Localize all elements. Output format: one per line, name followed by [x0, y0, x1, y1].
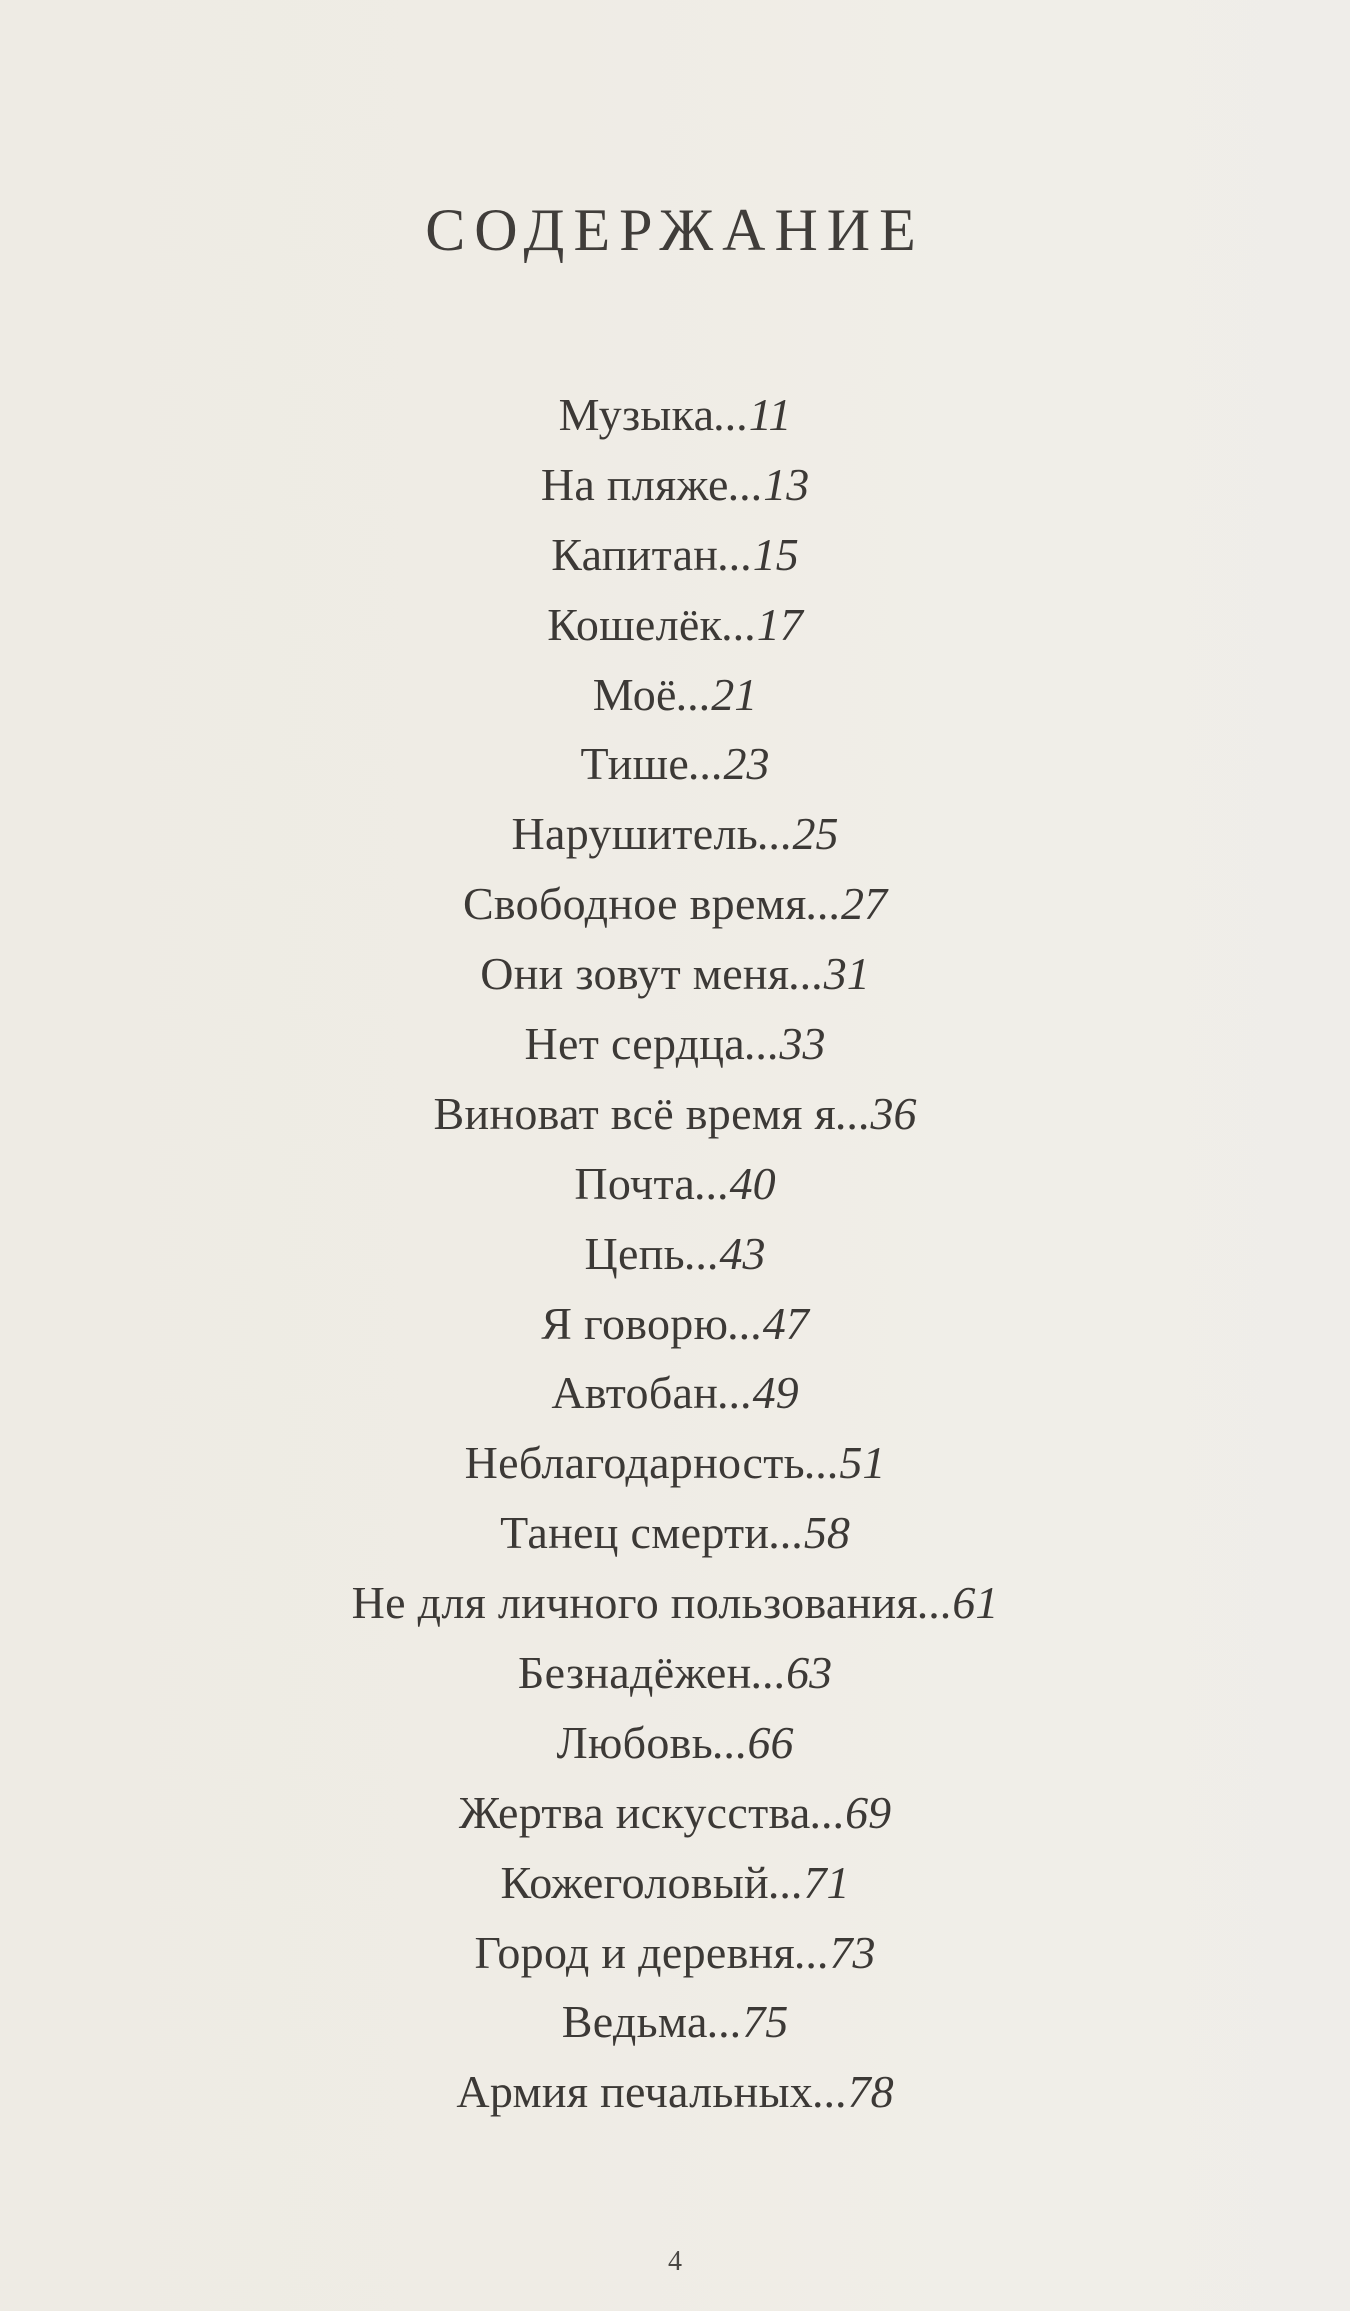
page-number: 4 [668, 2246, 682, 2277]
toc-entry-title: Цепь [584, 1227, 685, 1279]
toc-entry [0, 660, 1350, 730]
toc-entry-page: ...73 [794, 1926, 876, 1978]
toc-entry [0, 1149, 1350, 1219]
toc-entry-title: Не для личного пользования [351, 1577, 918, 1629]
toc-entry-title: Моё [592, 668, 677, 720]
toc-entry-title: Кошелёк [547, 598, 723, 650]
toc-entry [0, 1219, 1350, 1289]
toc-entry-page: ...33 [744, 1018, 826, 1070]
toc-entry-page: ...61 [917, 1577, 999, 1629]
toc-entry-page: ...31 [789, 948, 870, 1000]
toc-entry [0, 590, 1350, 660]
toc-entry-page: ...17 [722, 598, 803, 650]
toc-entry-page: ...71 [768, 1856, 850, 1908]
toc-entry-title: Нарушитель [511, 808, 759, 860]
toc-entry-page: ...40 [695, 1157, 776, 1209]
toc-entry-title: Музыка [558, 389, 715, 440]
toc-entry [0, 1778, 1350, 1848]
toc-entry-page: ...21 [676, 668, 758, 720]
toc-entry [0, 1918, 1350, 1988]
toc-entry-page: ...69 [810, 1786, 892, 1838]
toc-entry-page: ...66 [712, 1716, 794, 1768]
toc-entry-title: Кожеголовый [500, 1856, 769, 1908]
toc-entry [0, 1638, 1350, 1708]
toc-entry-page: ...49 [718, 1367, 799, 1419]
toc-entry [0, 450, 1350, 520]
toc-entry [0, 1358, 1350, 1428]
toc-entry-page: ...78 [813, 2066, 894, 2118]
toc-entry-title: Тише [580, 738, 690, 790]
toc-entry-page: ...11 [714, 389, 792, 440]
toc-entry-page: ...25 [758, 808, 839, 860]
toc-entry-title: Почта [574, 1157, 696, 1209]
toc-entry-title: Автобан [551, 1367, 719, 1419]
toc-entry [0, 1428, 1350, 1498]
table-of-contents [0, 380, 1350, 2127]
toc-entry-title: На пляже [540, 458, 729, 510]
toc-entry-page: ...63 [751, 1647, 833, 1699]
toc-entry [0, 869, 1350, 939]
toc-entry [0, 1568, 1350, 1638]
toc-entry [0, 1987, 1350, 2057]
toc-entry [0, 1498, 1350, 1568]
toc-entry [0, 1848, 1350, 1918]
toc-entry-page: ...23 [689, 738, 770, 790]
toc-entry-page: ...13 [728, 458, 810, 510]
toc-entry-title: Танец смерти [500, 1507, 770, 1559]
toc-entry [0, 1708, 1350, 1778]
toc-entry-page: ...51 [804, 1437, 886, 1489]
toc-entry [0, 1289, 1350, 1359]
page-title: СОДЕРЖАНИЕ [425, 197, 925, 263]
toc-entry-title: Безнадёжен [517, 1647, 752, 1699]
toc-entry-title: Они зовут меня [480, 948, 790, 1000]
toc-entry-title: Любовь [556, 1716, 713, 1768]
toc-entry [0, 799, 1350, 869]
toc-entry-title: Ведьма [561, 1996, 708, 2048]
toc-entry-page: ...36 [835, 1087, 917, 1139]
toc-entry-title: Я говорю [541, 1297, 729, 1349]
toc-entry [0, 939, 1350, 1009]
toc-entry-page: ...15 [718, 528, 799, 580]
toc-entry-page: ...43 [684, 1227, 766, 1279]
toc-entry-title: Капитан [551, 528, 719, 580]
toc-entry-page: ...47 [728, 1297, 809, 1349]
toc-entry-title: Неблагодарность [464, 1437, 805, 1489]
toc-entry [0, 380, 1350, 450]
toc-entry-title: Нет сердца [524, 1018, 745, 1070]
toc-entry-page: ...75 [707, 1996, 789, 2048]
toc-entry-page: ...58 [769, 1507, 850, 1559]
toc-entry [0, 1079, 1350, 1149]
toc-entry-title: Армия печальных [456, 2066, 814, 2118]
toc-entry [0, 2057, 1350, 2127]
toc-entry-title: Жертва искусства [458, 1786, 811, 1838]
toc-entry-page: ...27 [806, 878, 888, 930]
toc-entry [0, 520, 1350, 590]
toc-entry-title: Город и деревня [474, 1926, 795, 1978]
toc-entry [0, 1009, 1350, 1079]
toc-entry-title: Виноват всё время я [433, 1087, 836, 1139]
toc-entry [0, 729, 1350, 799]
toc-entry-title: Свободное время [462, 878, 807, 930]
